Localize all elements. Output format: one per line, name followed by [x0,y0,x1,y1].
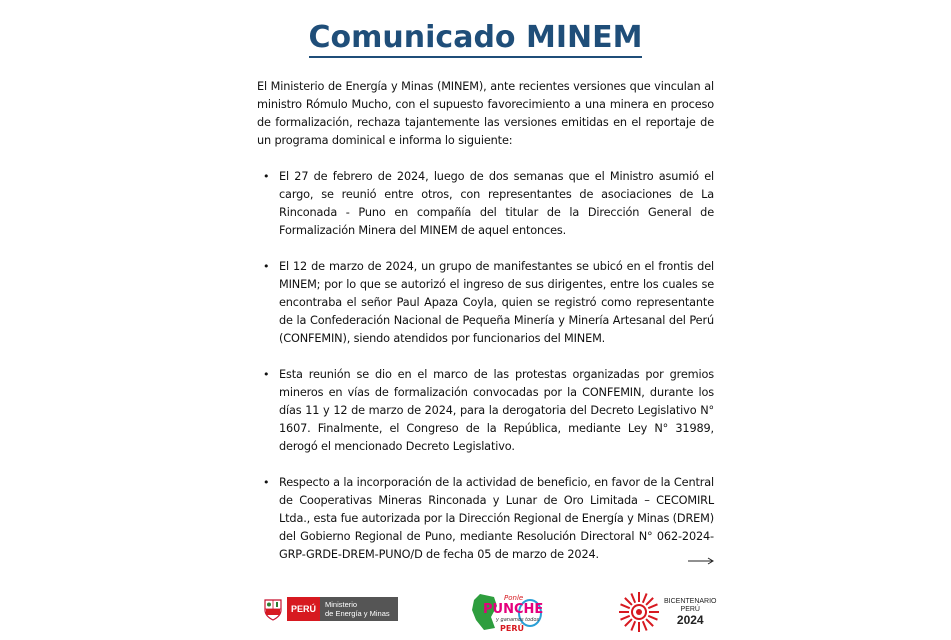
page-title: Comunicado MINEM [0,20,951,55]
punche-peru-logo [470,590,544,634]
sun-ray [643,621,647,630]
list-item: • El 27 de febrero de 2024, luego de dos semanas que el Ministro asumió el cargo, se reunió entre otros, con representantes de asociaciones de La Rinconada - Puno en compañía del titular de la Dirección General de Formalización Minera del MINEM de aquel entonces. [263,170,714,237]
sun-ray [631,594,635,603]
sun-ray [646,598,653,605]
sun-ray [646,619,653,626]
svg-text:PERÚ: PERÚ [500,624,524,633]
svg-text:Ponle: Ponle [504,594,524,602]
minem-logo [262,597,398,621]
svg-text:y ganamos todos: y ganamos todos [496,617,540,623]
bullet-list [257,168,714,564]
sun-ray [621,604,630,608]
list-item: • El 12 de marzo de 2024, un grupo de manifestantes se ubicó en el frontis del MINEM; por lo que se autorizó el ingreso de sus dirigentes, entre los cuales se encontraba el señor Paul Apaza Coyla, quien se registró como representante de la Confederación Nacional de Pequeña Minería y Minería Artesanal del Perú (CONFEMIN), siendo atendidos por funcionarios del MINEM. [263,260,714,345]
intro-paragraph: El Ministerio de Energía y Minas (MINEM), ante recientes versiones que vinculan al ministro Rómulo Mucho, con el supuesto favorecimiento a una minera en proceso de formalización, rechaza tajantemente las versiones emitidas en el reportaje de un programa dominical e informa lo siguiente: [257,80,714,147]
bicentenario-sun-icon [617,590,661,634]
sun-ray [643,594,647,603]
bicentenario-logo [617,590,717,634]
peru-label: PERÚ [287,597,320,621]
list-item: • Esta reunión se dio en el marco de las protestas organizadas por gremios mineros en vías de formalización convocadas por la CONFEMIN, durante los días 11 y 12 de marzo de 2024, para la derogatoria del Decreto Legislativo N° 1607. Finalmente, el Congreso de la República, mediante Ley N° 31989, derogó el mencionado Decreto Legislativo. [263,368,714,453]
peru-coat-of-arms-icon [262,597,284,621]
sun-ray [648,604,657,608]
document-body [257,78,714,582]
footer-logos [0,590,951,634]
sun-ray [625,619,632,626]
bicentenario-text: BICENTENARIO PERÚ 2024 [664,597,717,627]
next-page-arrow-icon [688,556,715,566]
sun-ray [648,616,657,620]
sun-ray [621,616,630,620]
sun-ray [625,598,632,605]
ministry-label: Ministerio de Energía y Minas [320,597,398,621]
list-item: • Respecto a la incorporación de la actividad de beneficio, en favor de la Central de Cooperativas Mineras Rinconada y Lunar de Oro Limitada – CECOMIRL Ltda., esta fue autorizada por la Dirección Regional de Energía y Minas (DREM) del Gobierno Regional de Puno, mediante Resolución Directoral N° 062-2024-GRP-GRDE-DREM-PUNO/D de fecha 05 de marzo de 2024. [263,476,714,561]
sun-ray [631,621,635,630]
svg-text:PUNCHE: PUNCHE [483,602,544,617]
